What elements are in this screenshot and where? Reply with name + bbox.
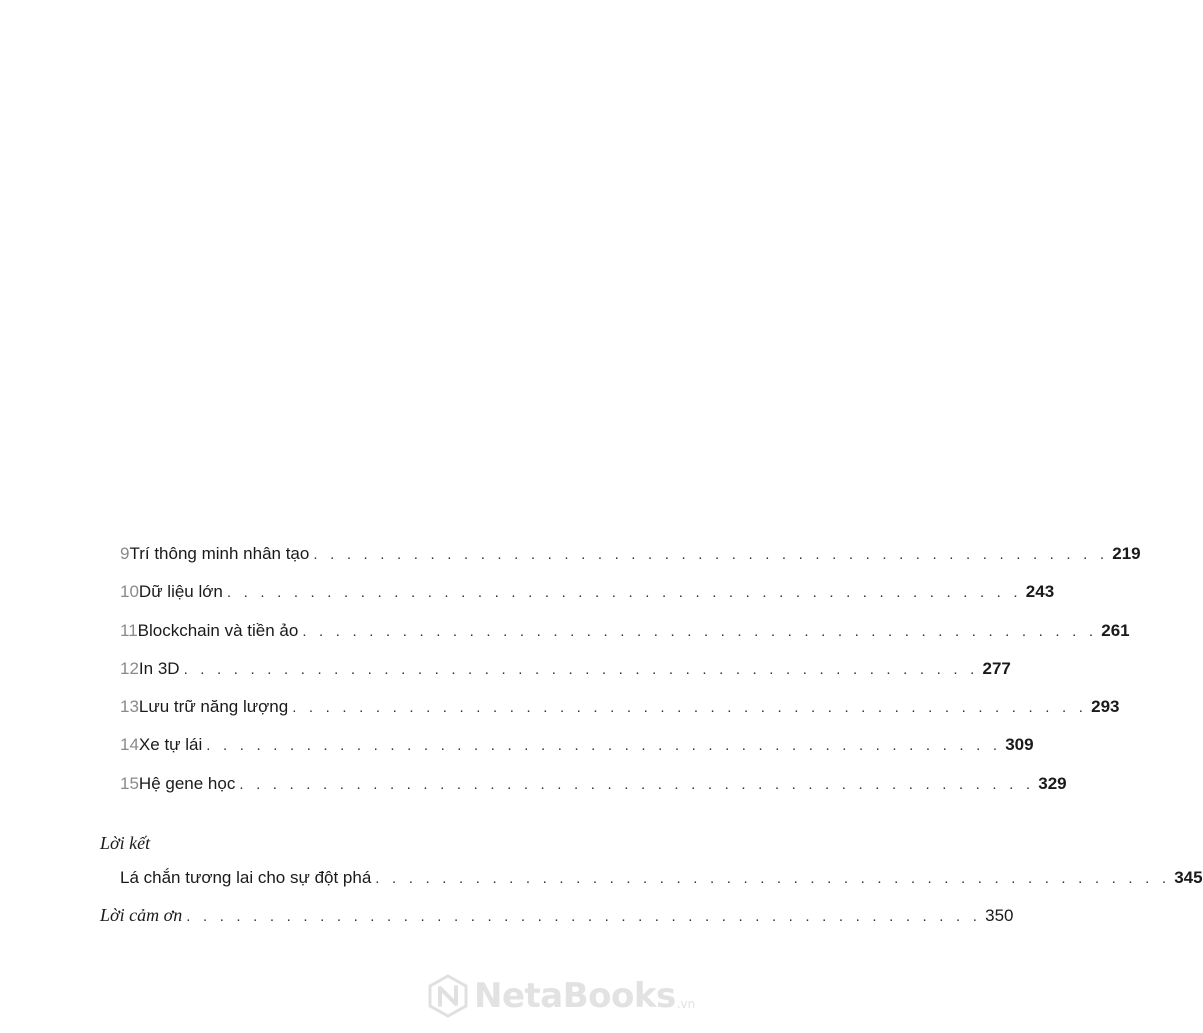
toc-row-chapter-11 [100, 619, 1130, 643]
page-number: 329 [1038, 774, 1067, 793]
chapter-title: In 3D [138, 659, 180, 678]
toc-row-acknowledgements [100, 903, 1014, 927]
acknowledgements-title: Lời cảm ơn [100, 905, 183, 925]
page-number: 219 [1112, 544, 1141, 563]
chapter-number: 13 [120, 697, 139, 716]
dot-leader: . . . . . . . . . . . . . . . . . . . . . . . . . . . . . . . . . . . . . . . . . . . . . . . . [183, 661, 979, 678]
toc-row-chapter-12 [100, 657, 1011, 681]
dot-leader: . . . . . . . . . . . . . . . . . . . . . . . . . . . . . . . . . . . . . . . . . . . . . . . . [239, 776, 1035, 793]
page-number: 277 [982, 659, 1011, 678]
page-number: 345 [1174, 868, 1203, 887]
dot-leader: . . . . . . . . . . . . . . . . . . . . . . . . . . . . . . . . . . . . . . . . . . . . . . . . [302, 623, 1098, 640]
toc-row-chapter-14 [100, 733, 1034, 757]
chapter-title: Dữ liệu lớn [138, 582, 223, 601]
toc-row-chapter-9 [100, 542, 1141, 566]
page-number: 309 [1005, 735, 1034, 754]
page-number: 350 [985, 906, 1014, 925]
dot-leader: . . . . . . . . . . . . . . . . . . . . . . . . . . . . . . . . . . . . . . . . . . . . . . . . [186, 908, 982, 925]
chapter-number: 14 [120, 735, 139, 754]
chapter-number: 9 [120, 544, 130, 563]
watermark-suffix: .vn [676, 997, 696, 1011]
watermark-brand: NetaBooks [474, 976, 676, 1016]
toc-row-chapter-13 [100, 695, 1120, 719]
netabooks-watermark [428, 968, 696, 1024]
chapter-number: 11 [120, 621, 138, 640]
dot-leader: . . . . . . . . . . . . . . . . . . . . . . . . . . . . . . . . . . . . . . . . . . . . . . . . [313, 546, 1109, 563]
page-number: 293 [1091, 697, 1120, 716]
dot-leader: . . . . . . . . . . . . . . . . . . . . . . . . . . . . . . . . . . . . . . . . . . . . . . . . [292, 699, 1088, 716]
toc-row-chapter-15 [100, 772, 1067, 796]
chapter-title: Hệ gene học [138, 774, 236, 793]
dot-leader: . . . . . . . . . . . . . . . . . . . . . . . . . . . . . . . . . . . . . . . . . . . . . . . . [375, 870, 1171, 887]
dot-leader: . . . . . . . . . . . . . . . . . . . . . . . . . . . . . . . . . . . . . . . . . . . . . . . . [226, 584, 1022, 601]
chapter-title: Lưu trữ năng lượng [138, 697, 289, 716]
chapter-title: Trí thông minh nhân tạo [129, 544, 310, 563]
epilogue-heading: Lời kết [100, 833, 151, 853]
toc-row-epilogue [120, 866, 1203, 890]
dot-leader: . . . . . . . . . . . . . . . . . . . . . . . . . . . . . . . . . . . . . . . . . . . . . . . . [206, 737, 1002, 754]
page-number: 243 [1025, 582, 1055, 601]
chapter-title: Blockchain và tiền ảo [137, 621, 299, 640]
toc-row-chapter-10 [100, 580, 1055, 604]
chapter-title: Xe tự lái [138, 735, 203, 754]
chapter-number: 12 [120, 659, 139, 678]
epilogue-entry-title: Lá chắn tương lai cho sự đột phá [120, 868, 372, 887]
page-number: 261 [1101, 621, 1130, 640]
netabooks-logo-icon [428, 974, 468, 1018]
chapter-number: 10 [120, 582, 139, 601]
chapter-number: 15 [120, 774, 139, 793]
